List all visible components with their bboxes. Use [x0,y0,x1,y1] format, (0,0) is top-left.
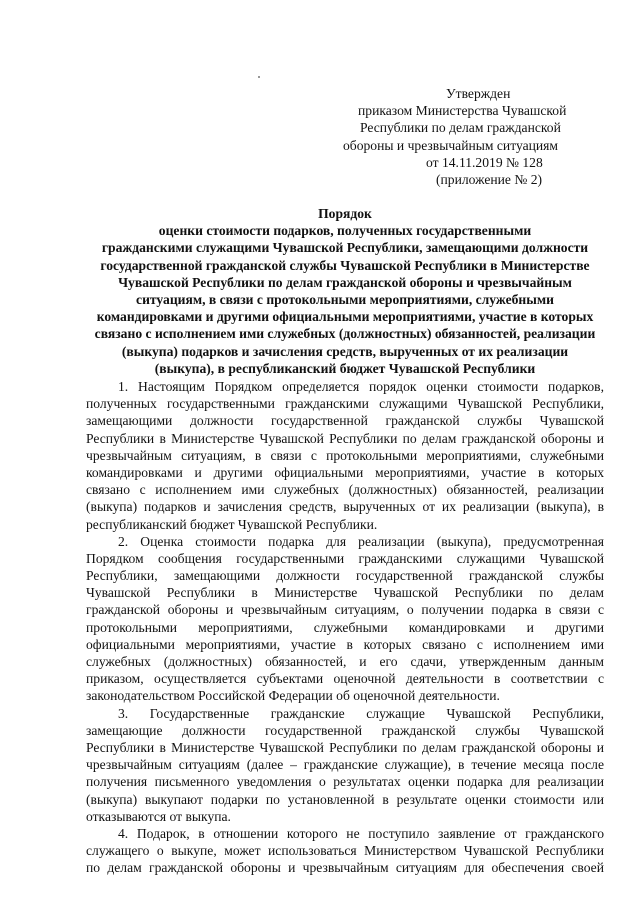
title-line: Порядок [318,206,372,221]
body-line: (выкупа) подарков и зачисления средств, вырученных от их реализации (выкупа), в [86,499,604,515]
body-line: замещающими должности государственной гражданской службы Чувашской [86,413,604,429]
body-line: республиканский бюджет Чувашской Республики. [86,516,378,532]
body-line: по делам гражданской обороны и чрезвычайным ситуациям для обеспечения своей [86,860,604,876]
document-body [86,378,604,876]
body-line: Республики, замещающими должности государственной гражданской службы [86,568,604,584]
body-line: полученных государственными гражданскими служащими Чувашской Республики, [86,396,604,412]
body-line: служебных (должностных) обязанностей, и его сдачи, утвержденным данным [86,654,604,669]
body-line: 4. Подарок, в отношении которого не поступило заявление от гражданского [118,825,604,841]
body-line: 3. Государственные гражданские служащие Чувашской Республики, [118,705,604,721]
document-title [86,205,604,377]
body-line: 1. Настоящим Порядком определяется порядок оценки стоимости подарков, [118,379,604,394]
body-line: протокольными мероприятиями, служебными командировками и другими [86,619,604,635]
body-line: Республики в Министерстве Чувашской Республики по делам гражданской обороны и [86,430,604,446]
approval-line-defense: обороны и чрезвычайным ситуациям [343,137,559,153]
title-line: связано с исполнением ими служебных (должностных) обязанностей, реализации [94,326,596,342]
title-line: Чувашской Республики по делам гражданской обороны и чрезвычайным [118,274,572,290]
paragraph-4 [86,825,604,877]
body-line: служащего о выкупе, может использоваться Министерством Чувашской Республики [86,843,604,859]
paragraph-1 [86,378,604,533]
title-line: командировками и другими официальными мероприятиями, участие в которых [96,309,594,325]
title-line: ситуациям, в связи с протокольными мероприятиями, служебными [136,292,554,308]
body-line: командировками и другими официальными мероприятиями, участие в которых [86,464,604,480]
body-line: приказом, осуществляется субъектами оценочной деятельности в соответствии с [86,671,604,687]
paragraph-2 [86,533,604,705]
body-line: чрезвычайным ситуациям, в связи с протокольными мероприятиями, служебными [86,447,604,463]
title-line: гражданскими служащими Чувашской Республики, замещающими должности [101,240,589,256]
body-line: связано с исполнением ими служебных (должностных) обязанностей, реализации [86,482,604,498]
paragraph-3 [86,705,604,825]
approval-stamp [340,85,590,188]
title-line: (выкупа), в республиканский бюджет Чувашской Республики [154,360,536,376]
approval-line-republic: Республики по делам гражданской [360,120,561,136]
scan-speck [258,76,260,78]
body-line: (выкупа) выкупают подарки по установленной в результате оценки стоимости или [86,791,604,807]
body-line: гражданской обороны и чрезвычайным ситуациям, о получении подарка в связи с [86,602,604,618]
body-line: 2. Оценка стоимости подарка для реализации (выкупа), предусмотренная [118,533,604,549]
approval-line-date: от 14.11.2019 № 128 [426,154,543,170]
title-line: (выкупа) подарков и зачисления средств, вырученных от их реализации [121,343,569,359]
body-line: замещающие должности государственной гражданской службы Чувашской [86,722,604,738]
approval-line-appendix: (приложение № 2) [436,172,543,188]
title-line: оценки стоимости подарков, полученных государственными [158,223,532,239]
approval-line-order: приказом Министерства Чувашской [358,103,567,119]
body-line: получения письменного уведомления о результатах оценки подарка для реализации [86,774,604,790]
body-line: Порядком сообщения государственными гражданскими служащими Чувашской [86,550,604,566]
body-line: чрезвычайным ситуациям (далее – гражданские служащие), в течение месяца после [86,757,604,773]
body-line: Республики в Министерстве Чувашской Республики по делам гражданской обороны и [86,739,604,755]
body-line: отказываются от выкупа. [86,808,231,824]
body-line: законодательством Российской Федерации об оценочной деятельности. [86,688,500,704]
body-line: Чувашской Республики в Министерстве Чувашской Республики по делам [86,585,604,601]
title-line: государственной гражданской службы Чувашской Республики в Министерстве [100,257,590,273]
approval-line-approved: Утвержден [446,86,511,101]
body-line: официальными мероприятиями, участие в которых связано с исполнением ими [86,636,604,652]
